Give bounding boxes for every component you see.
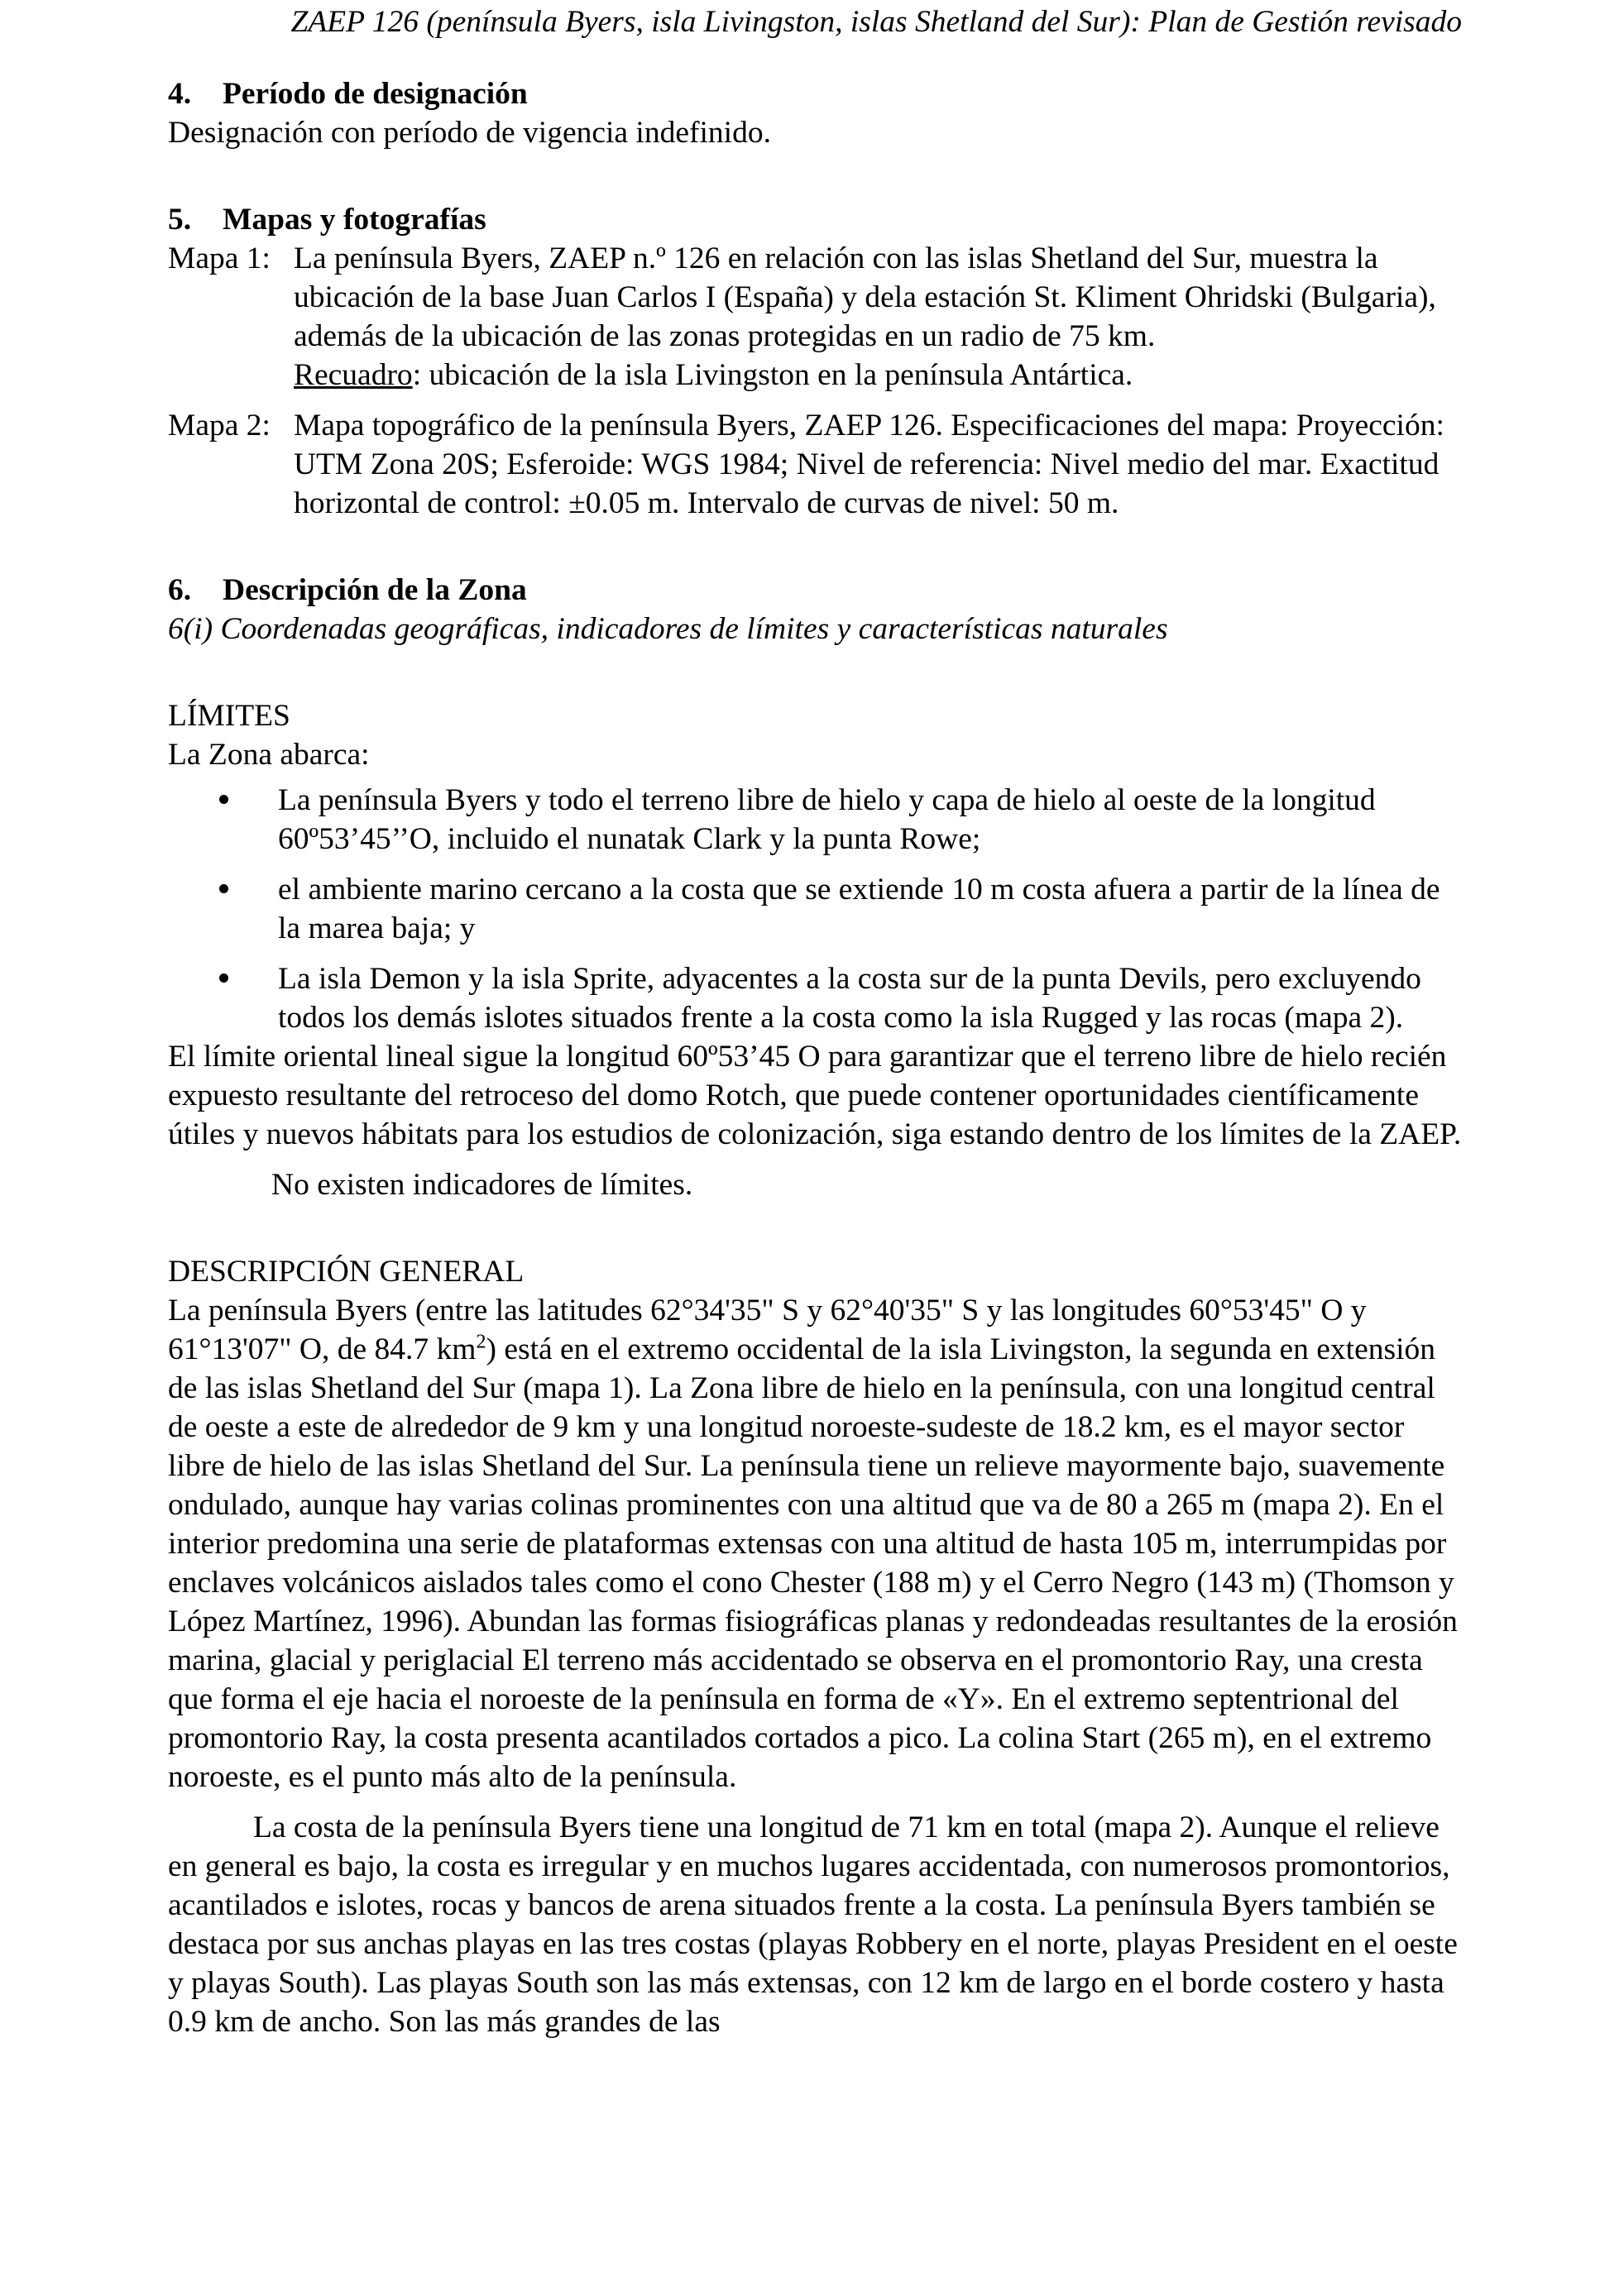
list-item-text: el ambiente marino cercano a la costa que se extiende 10 m costa afuera a partir de la línea de la marea baja; y <box>278 873 1440 945</box>
subsection-title: 6(i) Coordenadas geográficas, indicadores de límites y características naturales <box>168 612 1168 646</box>
bullet-icon <box>168 870 278 948</box>
limits-intro: La Zona abarca: <box>168 738 370 772</box>
list-item-text: La isla Demon y la isla Sprite, adyacentes a la costa sur de la punta Devils, pero excluyendo todos los demás islotes situados frente a la costa como la isla Rugged y las rocas (mapa 2). <box>278 962 1421 1035</box>
limits-heading: LÍMITES <box>168 699 290 733</box>
inset-text: : ubicación de la isla Livingston en la península Antártica. <box>412 358 1133 392</box>
section-number: 6. <box>168 573 192 607</box>
section-title: Período de designación <box>223 77 528 111</box>
general-description-paragraph-1 <box>168 1291 1468 1796</box>
map-2-entry <box>168 406 1468 523</box>
bullet-icon <box>168 959 278 1037</box>
map-label: Mapa 2: <box>168 409 271 442</box>
no-markers-note: No existen indicadores de límites. <box>271 1168 693 1202</box>
section-number: 4. <box>168 77 192 111</box>
section-5-heading <box>168 200 1468 239</box>
general-description-heading: DESCRIPCIÓN GENERAL <box>168 1255 525 1289</box>
section-title: Mapas y fotografías <box>223 203 486 237</box>
bullet-icon <box>168 781 278 859</box>
limits-list <box>168 781 1468 1037</box>
document-body <box>168 74 1468 2041</box>
section-4-body: Designación con período de vigencia indefinido. <box>168 116 771 150</box>
section-number: 5. <box>168 203 192 237</box>
map-label: Mapa 1: <box>168 242 271 275</box>
map-description <box>294 239 1468 395</box>
map-description: Mapa topográfico de la península Byers, ZAEP 126. Especificaciones del mapa: Proyección: UTM Zona 20S; Esferoide: WGS 1984; Nivel de referencia: Nivel medio del mar. Exactitud horizontal de control: ±0.05 m. Intervalo de curvas de nivel: 50 m. <box>294 409 1444 520</box>
list-item <box>168 870 1468 948</box>
superscript: 2 <box>476 1331 486 1353</box>
paragraph-text: La península Byers (entre las latitudes 62°34'35" S y 62°40'35" S y las longitudes 60°53'45" O y 61°13'07" O, de 84.7 km <box>168 1294 1367 1366</box>
inset-label: Recuadro <box>294 358 413 392</box>
list-item-text: La península Byers y todo el terreno libre de hielo y capa de hielo al oeste de la longitud 60º53’45’’O, incluido el nunatak Clark y la punta Rowe; <box>278 783 1376 856</box>
section-title: Descripción de la Zona <box>223 573 527 607</box>
running-header: ZAEP 126 (península Byers, isla Livingston, islas Shetland del Sur): Plan de Gestión revisado <box>290 5 1462 39</box>
section-4-heading <box>168 74 1468 113</box>
general-description-paragraph-2: La costa de la península Byers tiene una longitud de 71 km en total (mapa 2). Aunque el relieve en general es bajo, la costa es irregular y en muchos lugares accidentada, con numerosos promontorios, acantilados e islotes, rocas y bancos de arena situados frente a la costa. La península Byers también se destaca por sus anchas playas en las tres costas (playas Robbery en el norte, playas President en el oeste y playas South). Las playas South son las más extensas, con 12 km de largo en el borde costero y hasta 0.9 km de ancho. Son las más grandes de las <box>168 1810 1458 2039</box>
map-1-entry <box>168 239 1468 395</box>
map-1-text: La península Byers, ZAEP n.º 126 en relación con las islas Shetland del Sur, muestra la ubicación de la base Juan Carlos I (España) y dela estación St. Kliment Ohridski (Bulgaria), además de la ubicación de las zonas protegidas en un radio de 75 km. <box>294 242 1436 353</box>
limits-paragraph: El límite oriental lineal sigue la longitud 60º53’45 O para garantizar que el terreno libre de hielo recién expuesto resultante del retroceso del domo Rotch, que puede contener oportunidades científicamente útiles y nuevos hábitats para los estudios de colonización, siga estando dentro de los límites de la ZAEP. <box>168 1040 1462 1151</box>
list-item <box>168 959 1468 1037</box>
section-6-heading <box>168 571 1468 610</box>
paragraph-text: ) está en el extremo occidental de la isla Livingston, la segunda en extensión de las islas Shetland del Sur (mapa 1). La Zona libre de hielo en la península, con una longitud central de oeste a este de alrededor de 9 km y una longitud noroeste-sudeste de 18.2 km, es el mayor sector libre de hielo de las islas Shetland del Sur. La península tiene un relieve mayormente bajo, suavemente ondulado, aunque hay varias colinas prominentes con una altitud que va de 80 a 265 m (mapa 2). En el interior predomina una serie de plataformas extensas con una altitud de hasta 105 m, interrumpidas por enclaves volcánicos aislados tales como el cono Chester (188 m) y el Cerro Negro (143 m) (Thomson y López Martínez, 1996). Abundan las formas fisiográficas planas y redondeadas resultantes de la erosión marina, glacial y periglacial El terreno más accidentado se observa en el promontorio Ray, una cresta que forma el eje hacia el noroeste de la península en forma de «Y». En el extremo septentrional del promontorio Ray, la costa presenta acantilados cortados a pico. La colina Start (265 m), en el extremo noroeste, es el punto más alto de la península. <box>168 1332 1458 1794</box>
list-item <box>168 781 1468 859</box>
